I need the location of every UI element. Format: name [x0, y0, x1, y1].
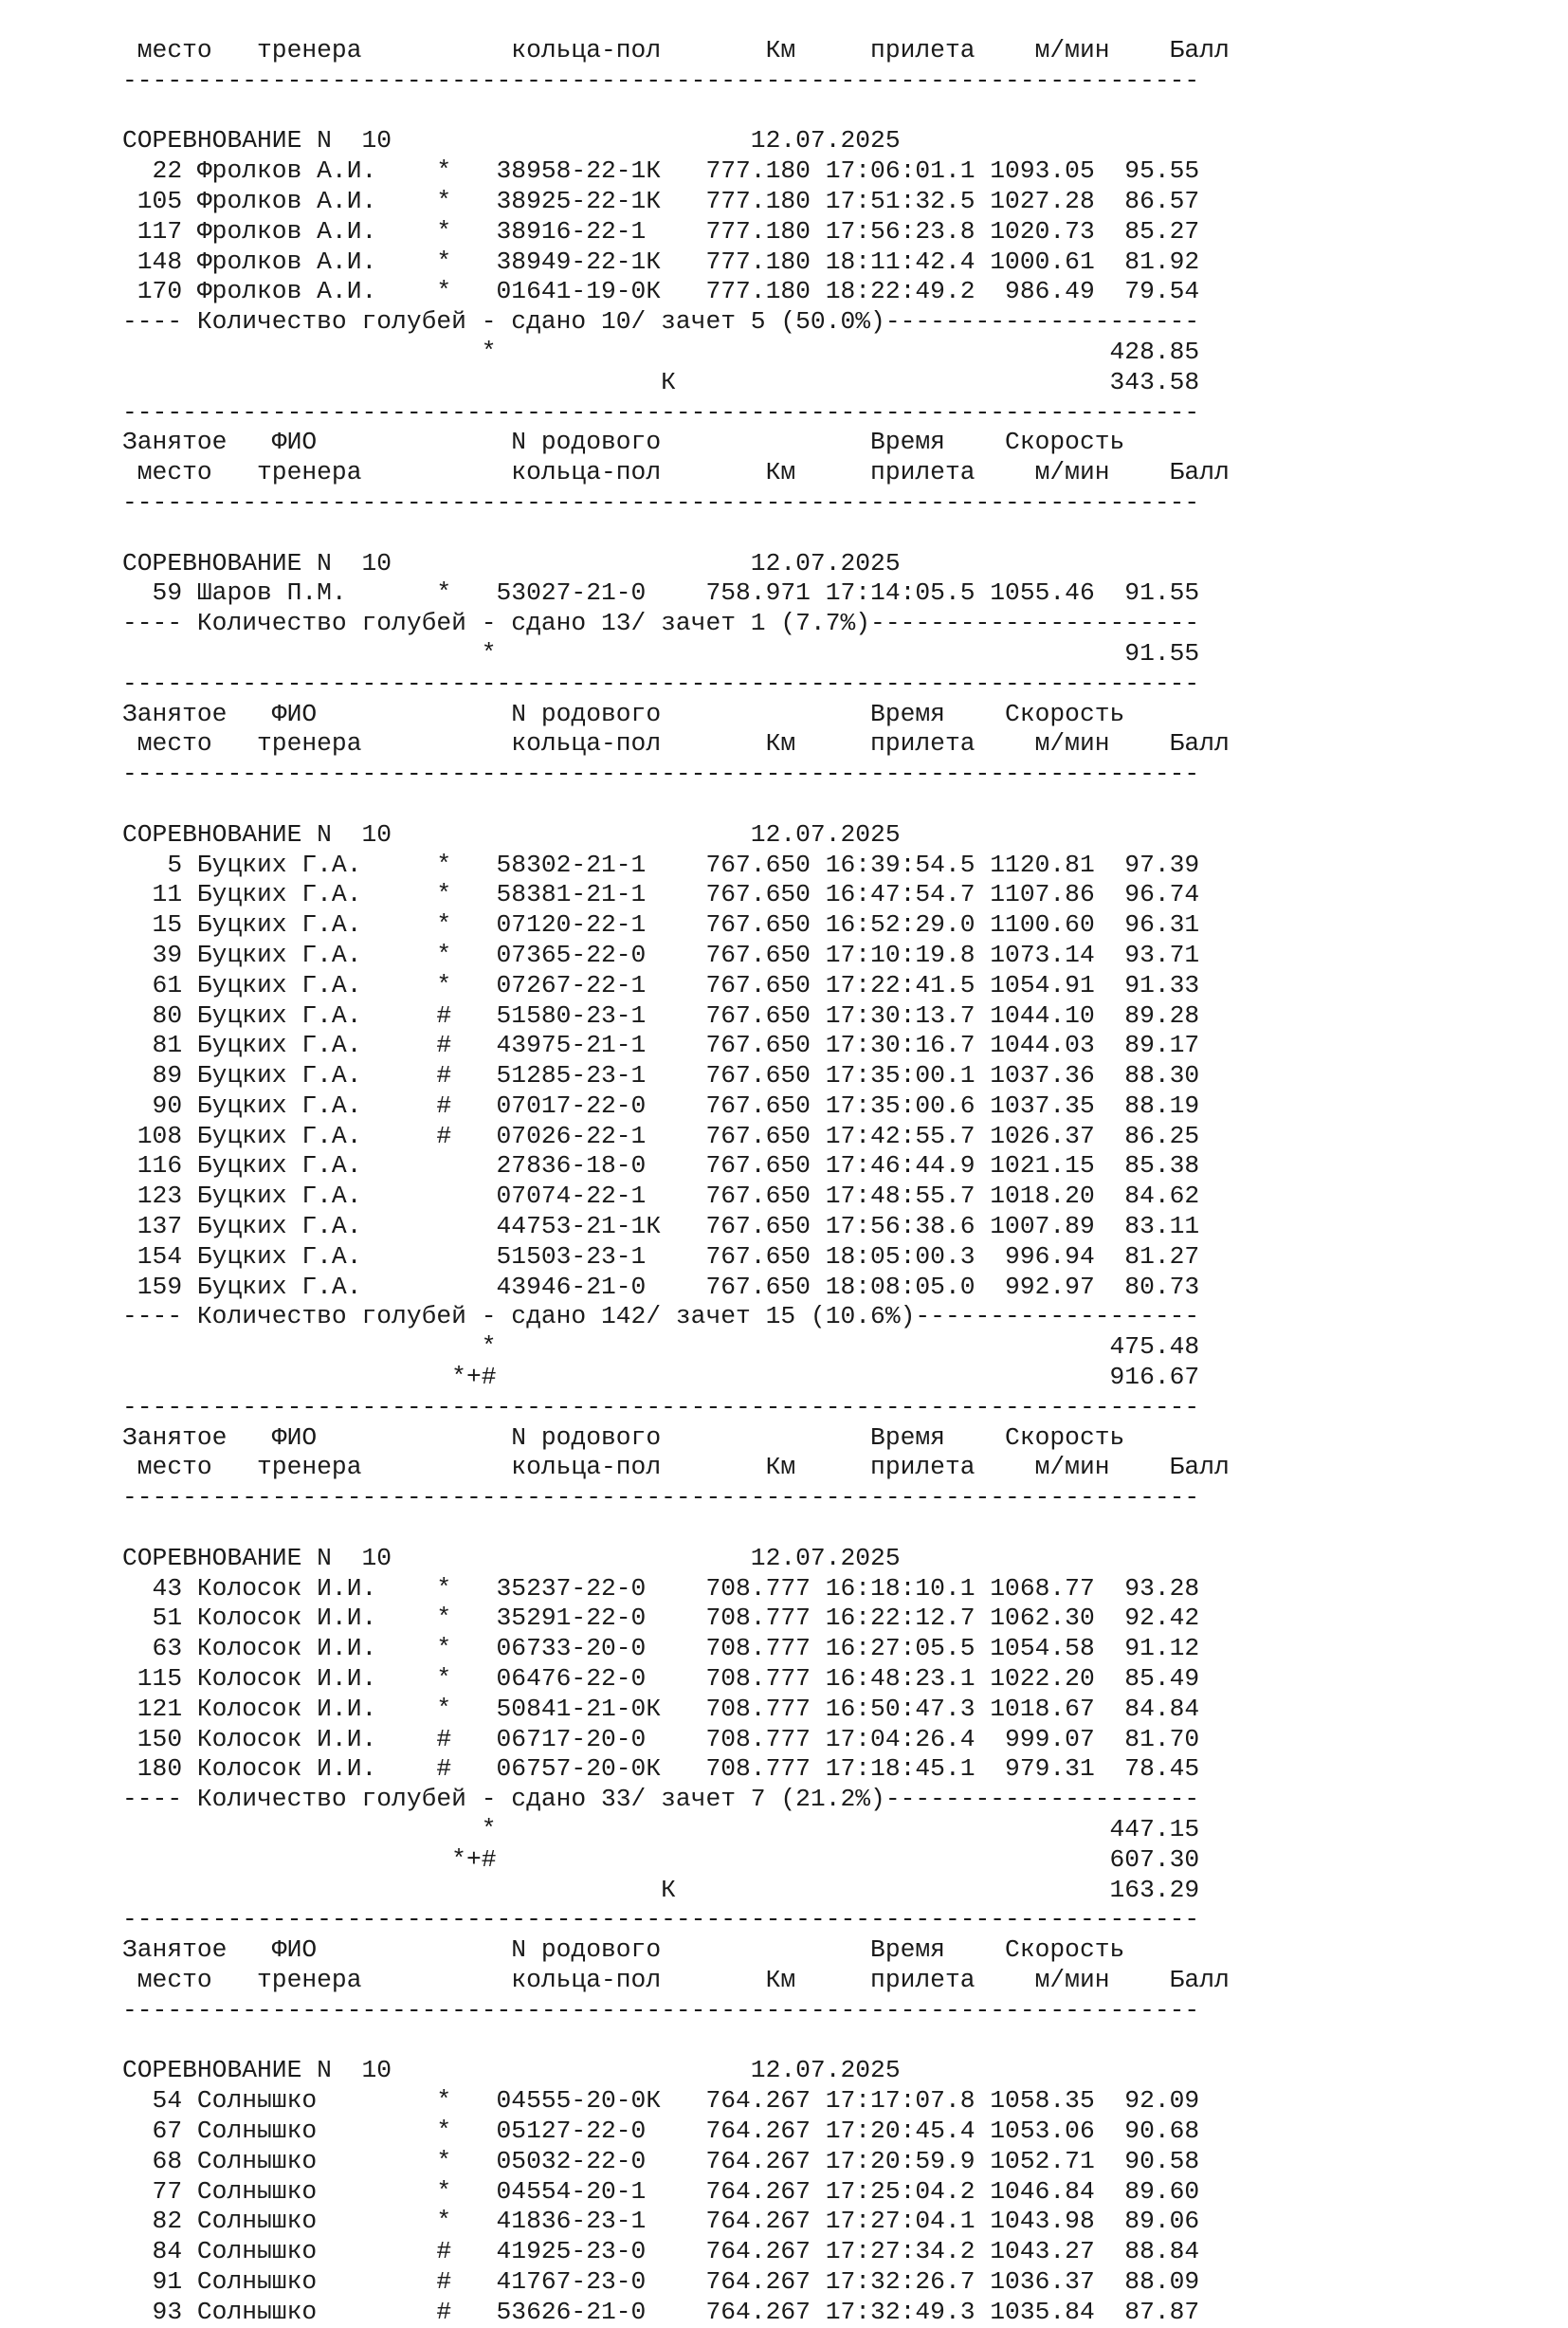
- event-line: СОРЕВНОВАНИЕ N 10 12.07.2025: [122, 548, 901, 577]
- results-document: [122, 36, 1230, 2328]
- result-row: 59 Шаров П.М. * 53027-21-0 758.971 17:14:05.5 1055.46 91.55: [122, 578, 1200, 608]
- event-line: СОРЕВНОВАНИЕ N 10 12.07.2025: [122, 819, 901, 849]
- blank-line: [122, 519, 1230, 549]
- result-row: 123 Буцких Г.А. 07074-22-1 767.650 17:48:55.7 1018.20 84.62: [122, 1182, 1200, 1211]
- blank-line: [122, 2026, 1230, 2057]
- result-row: 22 Фролков А.И. * 38958-22-1К 777.180 17:06:01.1 1093.05 95.55: [122, 156, 1200, 186]
- blank-line: [122, 790, 1230, 820]
- blank-line: [122, 1513, 1230, 1544]
- result-section: [122, 669, 1230, 1393]
- result-rows: [122, 851, 1230, 1303]
- result-row: 108 Буцких Г.А. # 07026-22-1 767.650 17:42:55.7 1026.37 86.25: [122, 1121, 1200, 1150]
- separator-line: ------------------------------------------------------------------------: [122, 760, 1200, 789]
- separator-line: ------------------------------------------------------------------------: [122, 1905, 1200, 1934]
- column-header-row: Занятое ФИО N родового Время Скорость: [122, 428, 1125, 457]
- column-header-row: Занятое ФИО N родового Время Скорость: [122, 1422, 1125, 1452]
- separator-line: ------------------------------------------------------------------------: [122, 1483, 1200, 1512]
- result-row: 77 Солнышко * 04554-20-1 764.267 17:25:04.2 1046.84 89.60: [122, 2176, 1200, 2206]
- sections: [122, 398, 1230, 2328]
- result-row: 121 Колосок И.И. * 50841-21-0К 708.777 16:50:47.3 1018.67 84.84: [122, 1694, 1200, 1723]
- result-row: 63 Колосок И.И. * 06733-20-0 708.777 16:27:05.5 1054.58 91.12: [122, 1634, 1200, 1663]
- result-row: 150 Колосок И.И. # 06717-20-0 708.777 17:04:26.4 999.07 81.70: [122, 1724, 1200, 1753]
- result-row: 51 Колосок И.И. * 35291-22-0 708.777 16:22:12.7 1062.30 92.42: [122, 1604, 1200, 1633]
- result-row: 148 Фролков А.И. * 38949-22-1К 777.180 18:11:42.4 1000.61 81.92: [122, 247, 1200, 276]
- summary-line: ---- Количество голубей - сдано 10/ зачет 5 (50.0%)---------------------: [122, 307, 1200, 337]
- result-row: 61 Буцких Г.А. * 07267-22-1 767.650 17:22:41.5 1054.91 91.33: [122, 970, 1200, 999]
- column-header-row: место тренера кольца-пол Км прилета м/мин Балл: [122, 1453, 1230, 1482]
- event-line: СОРЕВНОВАНИЕ N 10 12.07.2025: [122, 126, 901, 156]
- separator-line: ------------------------------------------------------------------------: [122, 65, 1200, 95]
- result-row: 90 Буцких Г.А. # 07017-22-0 767.650 17:35:00.6 1037.35 88.19: [122, 1091, 1200, 1120]
- result-row: 105 Фролков А.И. * 38925-22-1К 777.180 17:51:32.5 1027.28 86.57: [122, 186, 1200, 215]
- result-row: 5 Буцких Г.А. * 58302-21-1 767.650 16:39:54.5 1120.81 97.39: [122, 850, 1200, 879]
- result-section: [122, 1393, 1230, 1906]
- total-line: * 91.55: [122, 638, 1200, 668]
- result-section: [122, 398, 1230, 669]
- result-row: 170 Фролков А.И. * 01641-19-0К 777.180 18:22:49.2 986.49 79.54: [122, 277, 1200, 306]
- total-line: К 163.29: [122, 1875, 1200, 1904]
- result-row: 67 Солнышко * 05127-22-0 764.267 17:20:45.4 1053.06 90.68: [122, 2116, 1200, 2145]
- result-row: 15 Буцких Г.А. * 07120-22-1 767.650 16:52:29.0 1100.60 96.31: [122, 910, 1200, 940]
- result-rows: [122, 2086, 1230, 2327]
- result-row: 81 Буцких Г.А. # 43975-21-1 767.650 17:30:16.7 1044.03 89.17: [122, 1031, 1200, 1060]
- result-rows: [122, 1574, 1230, 1786]
- summary-line: ---- Количество голубей - сдано 33/ зачет 7 (21.2%)---------------------: [122, 1785, 1200, 1814]
- total-line: * 475.48: [122, 1332, 1200, 1362]
- result-row: 117 Фролков А.И. * 38916-22-1 777.180 17:56:23.8 1020.73 85.27: [122, 216, 1200, 246]
- column-header-row: Занятое ФИО N родового Время Скорость: [122, 1935, 1125, 1965]
- result-row: 89 Буцких Г.А. # 51285-23-1 767.650 17:35:00.1 1037.36 88.30: [122, 1061, 1200, 1091]
- result-row: 154 Буцких Г.А. 51503-23-1 767.650 18:05:00.3 996.94 81.27: [122, 1241, 1200, 1271]
- result-row: 80 Буцких Г.А. # 51580-23-1 767.650 17:30:13.7 1044.10 89.28: [122, 1000, 1200, 1030]
- column-header-row: место тренера кольца-пол Км прилета м/мин Балл: [122, 458, 1230, 487]
- summary-line: ---- Количество голубей - сдано 142/ зачет 15 (10.6%)-------------------: [122, 1302, 1200, 1331]
- result-row: 84 Солнышко # 41925-23-0 764.267 17:27:34.2 1043.27 88.84: [122, 2237, 1200, 2266]
- result-row: 116 Буцких Г.А. 27836-18-0 767.650 17:46:44.9 1021.15 85.38: [122, 1151, 1200, 1181]
- result-row: 68 Солнышко * 05032-22-0 764.267 17:20:59.9 1052.71 90.58: [122, 2146, 1200, 2175]
- total-line: * 447.15: [122, 1815, 1200, 1844]
- result-row: 93 Солнышко # 53626-21-0 764.267 17:32:49.3 1035.84 87.87: [122, 2297, 1200, 2326]
- column-header-row: место тренера кольца-пол Км прилета м/мин Балл: [122, 1966, 1230, 1994]
- result-rows: [122, 578, 1230, 609]
- result-row: 115 Колосок И.И. * 06476-22-0 708.777 16:48:23.1 1022.20 85.49: [122, 1664, 1200, 1694]
- result-row: 159 Буцких Г.А. 43946-21-0 767.650 18:08:05.0 992.97 80.73: [122, 1272, 1200, 1301]
- column-header-row: Занятое ФИО N родового Время Скорость: [122, 699, 1125, 728]
- result-row: 82 Солнышко * 41836-23-1 764.267 17:27:04.1 1043.98 89.06: [122, 2207, 1200, 2236]
- column-header-row: место тренера кольца-пол Км прилета м/мин Балл: [122, 729, 1230, 759]
- intro-block: [122, 36, 1230, 398]
- column-header-row: место тренера кольца-пол Км прилета м/мин Балл: [122, 36, 1230, 64]
- result-rows: [122, 156, 1230, 307]
- separator-line: ------------------------------------------------------------------------: [122, 1392, 1200, 1421]
- result-row: 39 Буцких Г.А. * 07365-22-0 767.650 17:10:19.8 1073.14 93.71: [122, 940, 1200, 969]
- total-line: *+# 916.67: [122, 1363, 1200, 1392]
- result-row: 180 Колосок И.И. # 06757-20-0К 708.777 17:18:45.1 979.31 78.45: [122, 1754, 1200, 1784]
- result-row: 91 Солнышко # 41767-23-0 764.267 17:32:26.7 1036.37 88.09: [122, 2266, 1200, 2296]
- event-line: СОРЕВНОВАНИЕ N 10 12.07.2025: [122, 2056, 901, 2085]
- separator-line: ------------------------------------------------------------------------: [122, 669, 1200, 698]
- total-line: К 343.58: [122, 367, 1200, 396]
- separator-line: ------------------------------------------------------------------------: [122, 397, 1200, 427]
- result-row: 43 Колосок И.И. * 35237-22-0 708.777 16:18:10.1 1068.77 93.28: [122, 1573, 1200, 1603]
- total-line: * 428.85: [122, 337, 1200, 366]
- result-row: 137 Буцких Г.А. 44753-21-1К 767.650 17:56:38.6 1007.89 83.11: [122, 1212, 1200, 1241]
- result-row: 11 Буцких Г.А. * 58381-21-1 767.650 16:47:54.7 1107.86 96.74: [122, 880, 1200, 909]
- separator-line: ------------------------------------------------------------------------: [122, 487, 1200, 517]
- separator-line: ------------------------------------------------------------------------: [122, 1995, 1200, 2025]
- result-row: 54 Солнышко * 04555-20-0К 764.267 17:17:07.8 1058.35 92.09: [122, 2086, 1200, 2116]
- result-section: [122, 1905, 1230, 2327]
- blank-line: [122, 97, 1230, 127]
- total-line: *+# 607.30: [122, 1844, 1200, 1874]
- event-line: СОРЕВНОВАНИЕ N 10 12.07.2025: [122, 1543, 901, 1572]
- summary-line: ---- Количество голубей - сдано 13/ зачет 1 (7.7%)----------------------: [122, 609, 1200, 638]
